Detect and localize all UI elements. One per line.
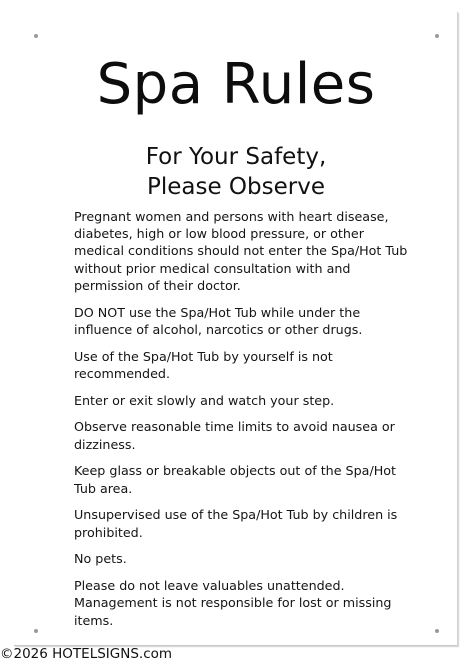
copyright-notice: ©2026 HOTELSIGNS.com [0, 646, 173, 662]
spa-rules-sign [14, 12, 458, 646]
mounting-screw-icon [34, 629, 38, 633]
rule-item: Enter or exit slowly and watch your step. [74, 392, 335, 408]
rule-item: Observe reasonable time limits to avoid nausea or dizziness. [74, 419, 395, 452]
subtitle-line-1: For Your Safety, [145, 144, 327, 170]
subtitle-line-2: Please Observe [146, 174, 325, 200]
rule-item: Pregnant women and persons with heart disease, diabetes, high or low blood pressure, or other medical conditions should not enter the Spa/Hot Tub without prior medical consultation with and permission of their doctor. [74, 209, 408, 293]
mounting-screw-icon [435, 34, 439, 38]
sign-title: Spa Rules [96, 52, 376, 117]
mounting-screw-icon [435, 629, 439, 633]
rule-item: Use of the Spa/Hot Tub by yourself is not recommended. [74, 348, 333, 381]
rule-item: DO NOT use the Spa/Hot Tub while under the influence of alcohol, narcotics or other drugs. [74, 304, 363, 337]
rule-item: No pets. [74, 551, 127, 567]
sign-subtitle [14, 142, 458, 202]
mounting-screw-icon [34, 34, 38, 38]
rule-item: Keep glass or breakable objects out of the Spa/Hot Tub area. [74, 463, 396, 496]
rule-item: Please do not leave valuables unattended. Management is not responsible for lost or missing items. [74, 578, 392, 628]
rules-list [74, 208, 414, 638]
rule-item: Unsupervised use of the Spa/Hot Tub by children is prohibited. [74, 507, 398, 540]
